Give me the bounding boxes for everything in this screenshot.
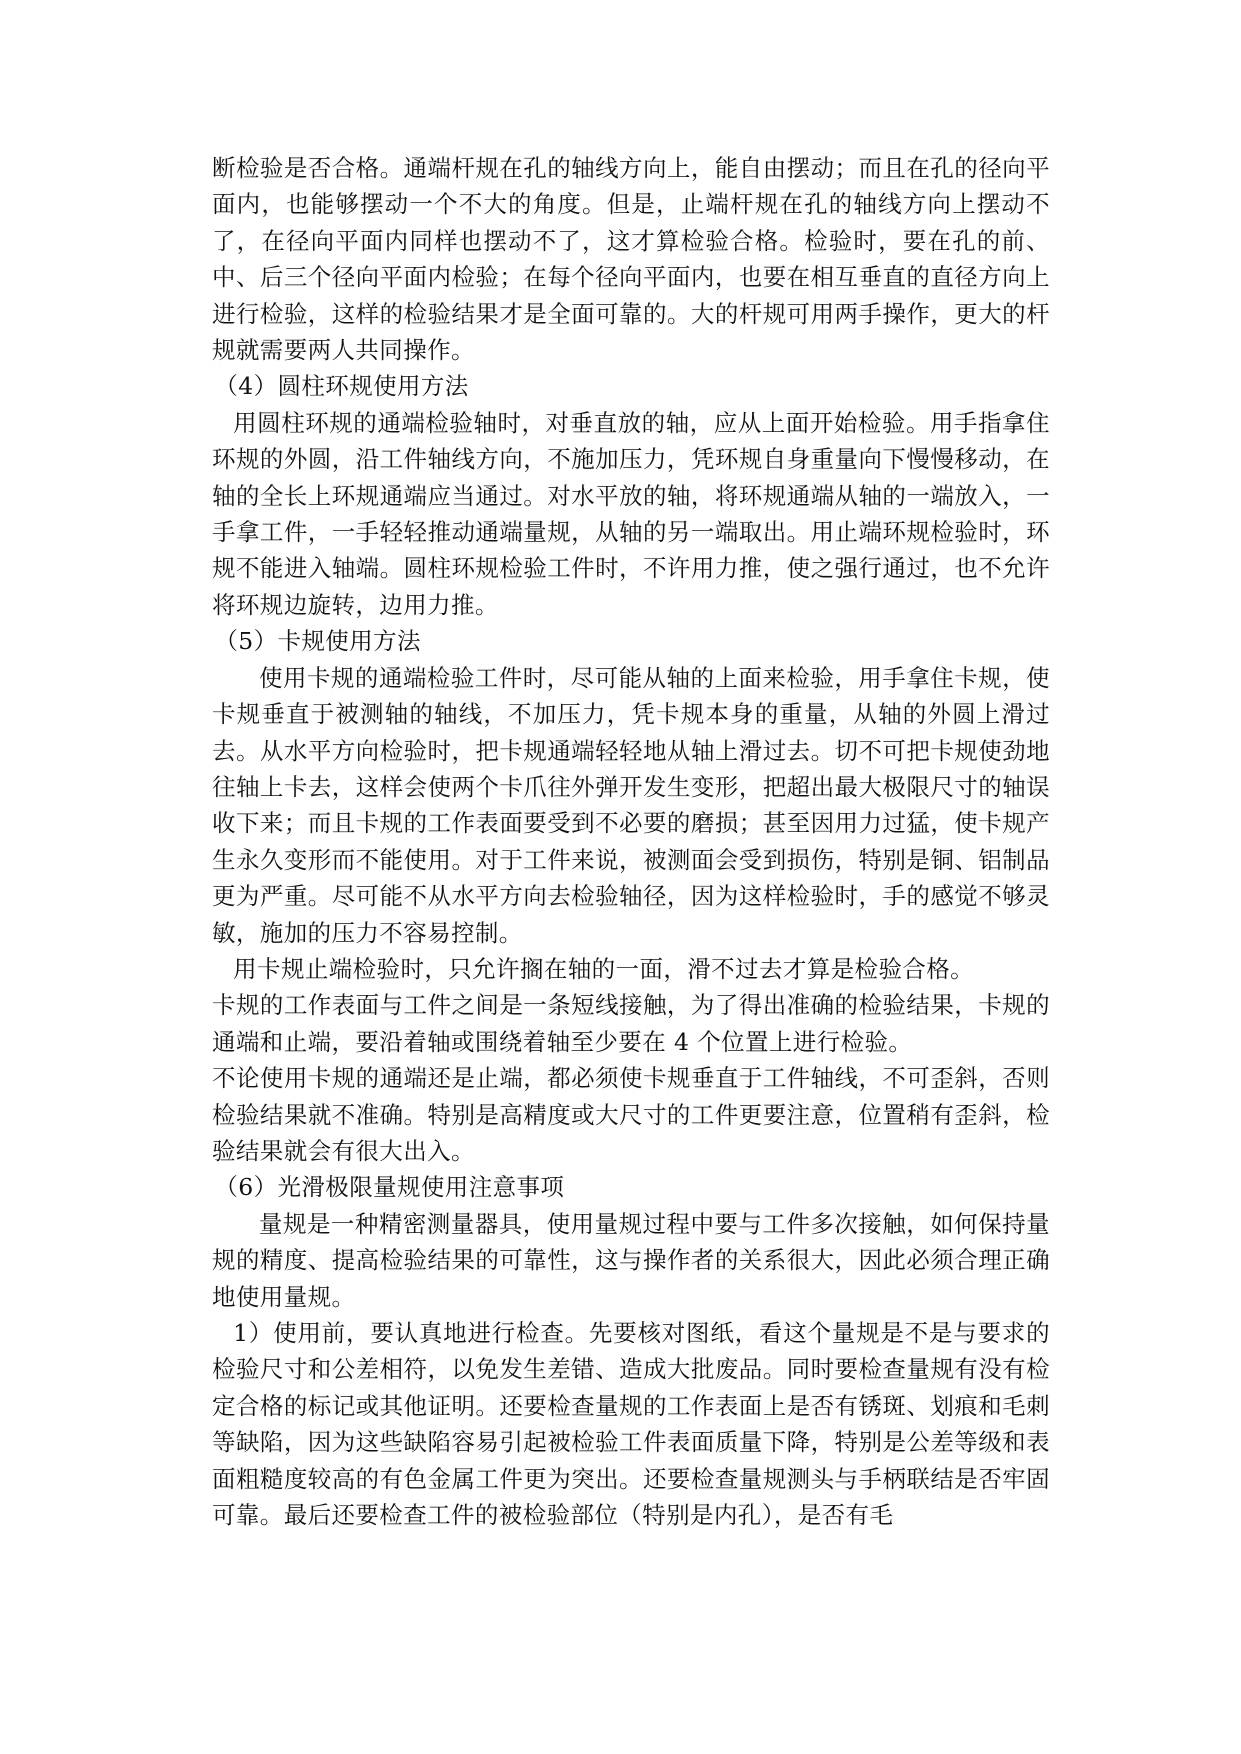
- paragraph-ring-gauge: 用圆柱环规的通端检验轴时，对垂直放的轴，应从上面开始检验。用手指拿住环规的外圆，沿工件轴线方向，不施加压力，凭环规自身重量向下慢慢移动，在轴的全长上环规通端应当通过。对水平放的轴，将环规通端从轴的一端放入，一手拿工件，一手轻轻推动通端量规，从轴的另一端取出。用止端环规检验时，环规不能进入轴端。圆柱环规检验工件时，不许用力推，使之强行通过，也不允许将环规边旋转，边用力推。: [212, 408, 1050, 619]
- paragraph-snap-gauge-contact: 卡规的工作表面与工件之间是一条短线接触，为了得出准确的检验结果，卡规的通端和止端，要沿着轴或围绕着轴至少要在 4 个位置上进行检验。: [212, 991, 1050, 1056]
- heading-ring-gauge: （4）圆柱环规使用方法: [214, 372, 469, 401]
- heading-snap-gauge: （5）卡规使用方法: [214, 627, 421, 656]
- paragraph-snap-gauge-go-end: 使用卡规的通端检验工件时，尽可能从轴的上面来检验，用手拿住卡规，使卡规垂直于被测轴的轴线，不加压力，凭卡规本身的重量，从轴的外圆上滑过去。从水平方向检验时，把卡规通端轻轻地从轴上滑过去。切不可把卡规使劲地往轴上卡去，这样会使两个卡爪往外弹开发生变形，把超出最大极限尺寸的轴误收下来；而且卡规的工作表面要受到不必要的磨损；甚至因用力过猛，使卡规产生永久变形而不能使用。对于工件来说，被测面会受到损伤，特别是铜、铝制品更为严重。尽可能不从水平方向去检验轴径，因为这样检验时，手的感觉不够灵敏，施加的压力不容易控制。: [212, 663, 1050, 947]
- document-body: [212, 150, 1050, 1533]
- paragraph-rod-gauge-continued: 断检验是否合格。通端杆规在孔的轴线方向上，能自由摆动；而且在孔的径向平面内，也能够摆动一个不大的角度。但是，止端杆规在孔的轴线方向上摆动不了，在径向平面内同样也摆动不了，这才算检验合格。检验时，要在孔的前、中、后三个径向平面内检验；在每个径向平面内，也要在相互垂直的直径方向上进行检验，这样的检验结果才是全面可靠的。大的杆规可用两手操作，更大的杆规就需要两人共同操作。: [212, 154, 1050, 365]
- paragraph-snap-gauge-perpendicular: 不论使用卡规的通端还是止端，都必须使卡规垂直于工件轴线，不可歪斜，否则检验结果就不准确。特别是高精度或大尺寸的工件更要注意，位置稍有歪斜，检验结果就会有很大出入。: [212, 1064, 1050, 1165]
- heading-limit-gauge-notes: （6）光滑极限量规使用注意事项: [214, 1173, 565, 1202]
- paragraph-snap-gauge-no-go-end: 用卡规止端检验时，只允许搁在轴的一面，滑不过去才算是检验合格。: [233, 954, 975, 983]
- paragraph-limit-gauge-intro: 量规是一种精密测量器具，使用量规过程中要与工件多次接触，如何保持量规的精度、提高检验结果的可靠性，这与操作者的关系很大，因此必须合理正确地使用量规。: [212, 1209, 1050, 1311]
- paragraph-limit-gauge-before-use: 1）使用前，要认真地进行检查。先要核对图纸，看这个量规是不是与要求的检验尺寸和公差相符，以免发生差错、造成大批废品。同时要检查量规有没有检定合格的标记或其他证明。还要检查量规的工作表面上是否有锈斑、划痕和毛刺等缺陷，因为这些缺陷容易引起被检验工件表面质量下降，特别是公差等级和表面粗糙度较高的有色金属工件更为突出。还要检查量规测头与手柄联结是否牢固可靠。最后还要检查工件的被检验部位（特别是内孔），是否有毛: [212, 1319, 1050, 1530]
